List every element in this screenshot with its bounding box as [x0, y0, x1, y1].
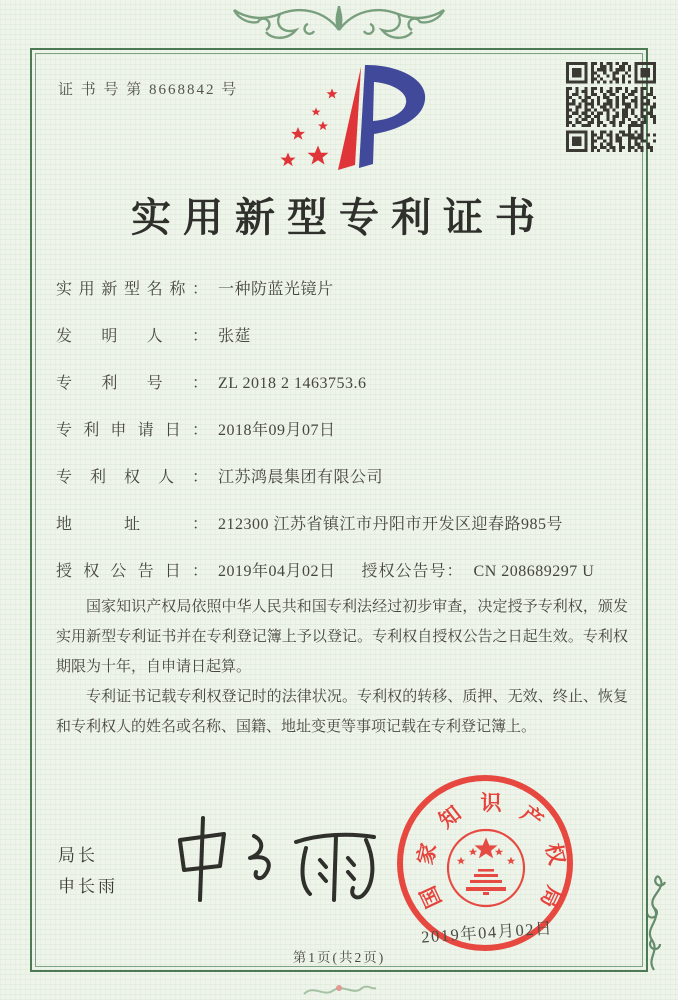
field-label: 专利申请日：	[56, 422, 208, 439]
seal-char: 家	[412, 841, 442, 867]
commissioner-signature	[150, 810, 390, 905]
field-value: ZL 2018 2 1463753.6	[218, 375, 367, 392]
field-row-patentee	[56, 466, 642, 489]
logo-stars	[281, 89, 338, 167]
seal-date: 2019年04月02日	[420, 918, 554, 947]
field-label: 地址：	[56, 516, 208, 533]
grant-date-label: 授权公告日：	[56, 563, 208, 580]
bottom-ornament	[300, 982, 378, 1000]
qr-code	[566, 62, 656, 152]
grant-date-value: 2019年04月02日	[218, 563, 336, 580]
grant-number-value: CN 208689297 U	[473, 563, 595, 580]
field-row-address	[56, 513, 642, 536]
field-label: 专利权人：	[56, 469, 208, 486]
commissioner-name: 申长雨	[58, 877, 118, 896]
commissioner-title: 局长	[58, 846, 98, 865]
field-row-grant	[56, 560, 642, 583]
field-label: 专利号：	[56, 375, 208, 392]
field-row-patent-number	[56, 372, 642, 395]
field-label: 实用新型名称：	[56, 281, 208, 298]
logo-p-shape	[359, 65, 425, 168]
national-emblem-icon	[443, 825, 529, 911]
commissioner-block	[58, 840, 118, 902]
certificate-fields	[56, 278, 642, 607]
field-label: 发明人：	[56, 328, 208, 345]
legal-paragraph-1: 国家知识产权局依照中华人民共和国专利法经过初步审查，决定授予专利权，颁发实用新型专利证书并在专利登记簿上予以登记。专利权自授权公告之日起生效。专利权期限为十年，自申请日起算。	[56, 599, 628, 675]
field-value: 212300 江苏省镇江市丹阳市开发区迎春路985号	[218, 516, 564, 533]
seal-char: 产	[516, 801, 548, 833]
page-number: 第1页(共2页)	[292, 950, 386, 965]
field-row-filing-date	[56, 419, 642, 442]
field-value: 江苏鸿晨集团有限公司	[218, 469, 384, 486]
field-row-name	[56, 278, 642, 301]
seal-char: 权	[540, 841, 570, 867]
legal-text	[56, 592, 628, 742]
legal-paragraph-2: 专利证书记载专利权登记时的法律状况。专利权的转移、质押、无效、终止、恢复和专利权人的姓名或名称、国籍、地址变更等事项记载在专利登记簿上。	[56, 689, 628, 735]
field-row-inventor	[56, 325, 642, 348]
seal-char: 国	[415, 882, 447, 912]
seal-char: 局	[535, 882, 567, 912]
field-value: 张莚	[218, 328, 252, 345]
logo-red-wedge	[338, 67, 361, 170]
seal-char: 识	[480, 791, 502, 815]
seal-char: 知	[434, 801, 466, 833]
top-ornament	[228, 2, 450, 48]
field-value: 2018年09月07日	[218, 422, 336, 439]
cnipa-patent-logo-icon	[276, 60, 446, 178]
certificate-title: 实用新型专利证书	[131, 195, 547, 240]
grant-number-label: 授权公告号：	[361, 563, 464, 580]
certificate-number: 证 书 号 第 8668842 号	[58, 82, 239, 98]
field-value: 一种防蓝光镜片	[218, 281, 334, 298]
